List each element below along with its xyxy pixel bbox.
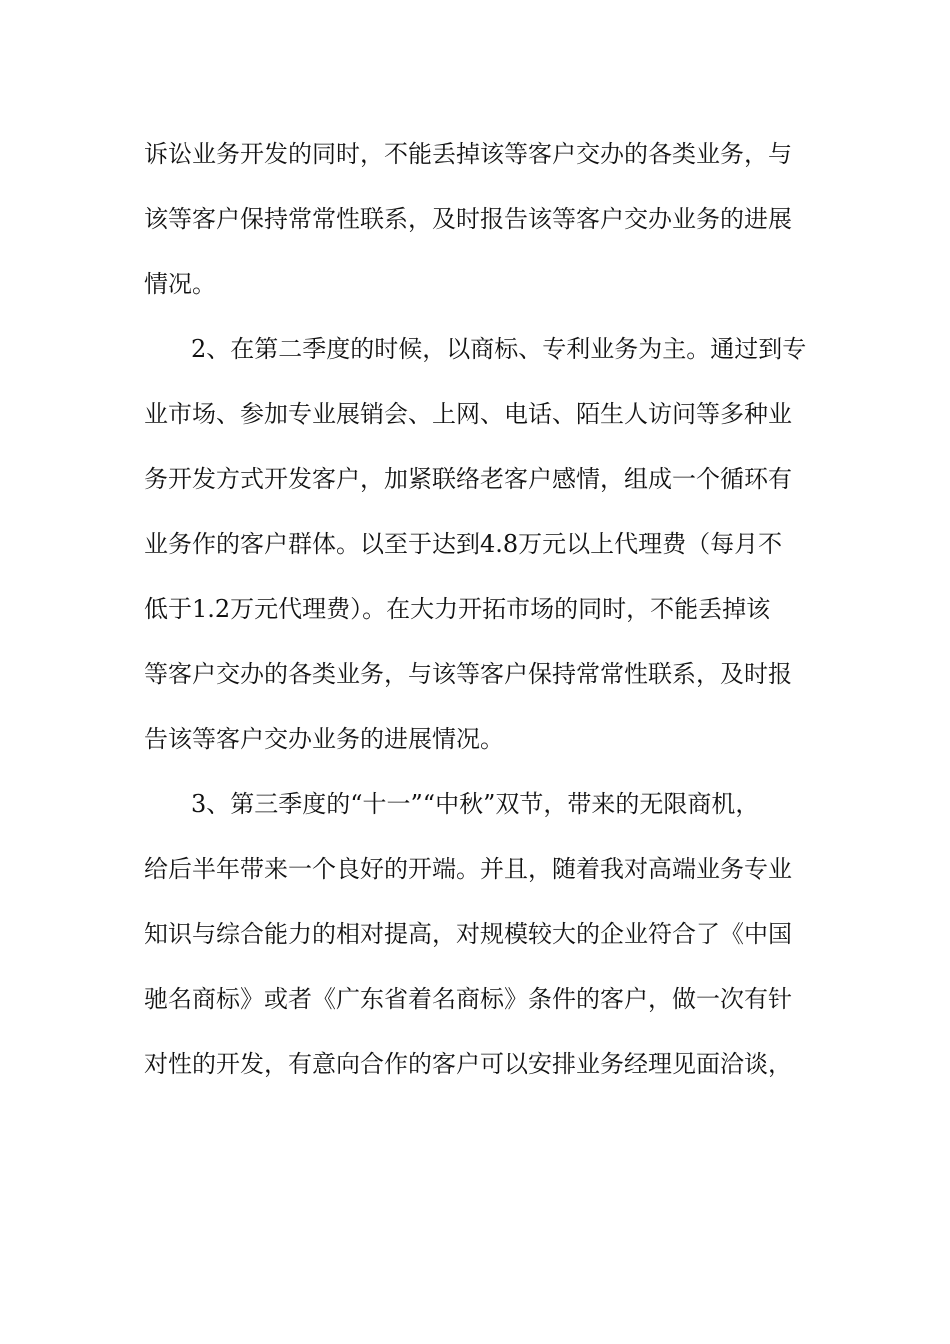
text-line: 知识与综合能力的相对提高，对规模较大的企业符合了《中国 — [144, 920, 792, 948]
paragraph-start-line: 2、在第二季度的时候，以商标、专利业务为主。通过到专 — [191, 335, 807, 363]
text-line: 该等客户保持常常性联系，及时报告该等客户交办业务的进展 — [144, 205, 792, 233]
text-line: 驰名商标》或者《广东省着名商标》条件的客户，做一次有针 — [144, 985, 792, 1013]
text-line: 给后半年带来一个良好的开端。并且，随着我对高端业务专业 — [144, 855, 792, 883]
text-line: 情况。 — [144, 270, 216, 298]
paragraph-start-line: 3、第三季度的“十一”“中秋”双节，带来的无限商机， — [191, 790, 760, 818]
text-line: 业市场、参加专业展销会、上网、电话、陌生人访问等多种业 — [144, 400, 792, 428]
text-line: 诉讼业务开发的同时，不能丢掉该等客户交办的各类业务，与 — [144, 140, 792, 168]
text-line: 低于1.2万元代理费）。在大力开拓市场的同时，不能丢掉该 — [144, 595, 771, 623]
text-line: 告该等客户交办业务的进展情况。 — [144, 725, 504, 753]
text-line: 等客户交办的各类业务，与该等客户保持常常性联系，及时报 — [144, 660, 792, 688]
text-line: 务开发方式开发客户，加紧联络老客户感情，组成一个循环有 — [144, 465, 792, 493]
text-line: 业务作的客户群体。以至于达到4.8万元以上代理费（每月不 — [144, 530, 783, 558]
text-line: 对性的开发，有意向合作的客户可以安排业务经理见面洽谈， — [144, 1050, 792, 1078]
body-text — [144, 128, 808, 1103]
